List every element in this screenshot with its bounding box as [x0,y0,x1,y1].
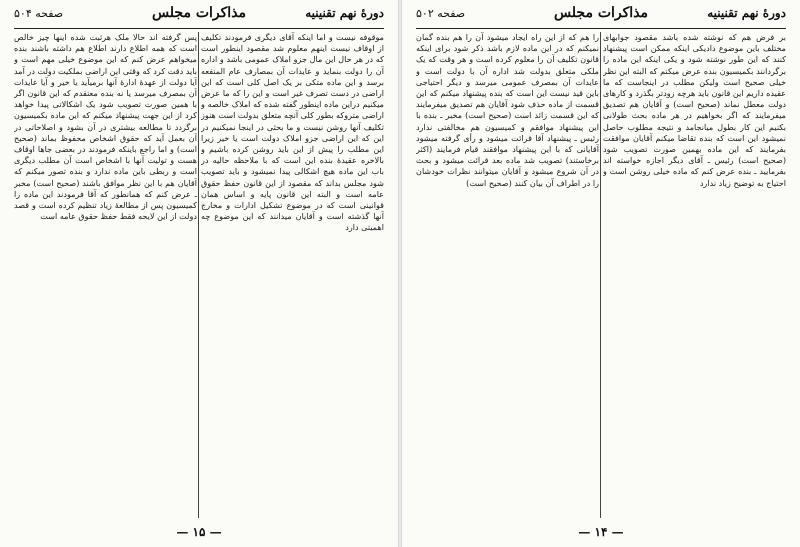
right-header-session: دورهٔ نهم تقنينيه [707,6,786,20]
right-header-rule [416,28,786,29]
left-header-session: دورهٔ نهم تقنينيه [305,6,384,20]
right-page-column-left: را هم که از این راه ایجاد میشود آن را هم بنده گمان نمیکنم که در این ماده لازم باشد ذکر شود برای اینکه قانون تکلیف آن را معلوم کرده است و هر وقت که یک ملکی متعلق بدولت شد اداره آن با دولت است و عایدات آن بمصرف عمومی میرسد و دیگر احتیاجی باین قید نیست این است که بنده پیشنهاد میکنم که این قسمت از ماده حذف شود آقایان هم تصدیق میفرمایند که این قسمت زائد است (صحیح است) مخبر ـ بنده با این پیشنهاد موافقم و کمیسیون هم مخالفتی ندارد رئیس ـ پیشنهاد آقا قرائت میشود و رأی گرفته میشود آقایانی که با این پیشنهاد موافقند قیام فرمایند (اکثر برخاستند) تصویب شد ماده بعد قرائت میشود و بحث در آن شروع میشود و آقایان میتوانند نظرات خودشان را در اطراف آن بیان کنند (صحیح است) [416,32,599,188]
right-header-page-ref: صفحه ۵۰۲ [416,7,466,20]
left-page-header [14,5,384,27]
left-header-title: مذاکرات مجلس [151,5,247,21]
left-page [0,0,398,547]
left-header-page-ref: صفحه ۵۰۴ [14,7,64,20]
right-page-column-right: بر فرض هم که نوشته شده باشد مقصود جوابهای مختلف باین موضوع دادیکی اینکه ممکن است پیشنهاد کنند که این طور نوشته شود و یکی اینکه این ماده را برگردانند بکمیسیون بنده عرض میکنم که البته این نظر خیلی صحیح است ولیکن مطلب در اینجاست که ما عقیده داریم این قانون باید هرچه زودتر بگذرد و کارهای دولت معطل نماند (صحیح است) و آقایان هم تصدیق میفرمایند که اگر بخواهیم در هر ماده بحث طولانی بکنیم این کار بطول میانجامد و نتیجه مطلوب حاصل نمیشود این است که بنده تقاضا میکنم آقایان موافقت بفرمایند که این ماده بهمین صورت تصویب شود (صحیح است) رئیس ـ آقای دیگر اجازه خواسته اند بفرمایید ـ بنده عرض کنم که ماده خیلی روشن است و احتیاج به توضیح زیاد ندارد [603,32,786,188]
right-header-title: مذاکرات مجلس [553,5,649,21]
left-column-divider [198,32,199,518]
left-page-column-left: پس گرفته اند حالا ملک هرثبت شده اینها چیز خالص است که همه اطلاع دارند اطلاع هم داشته باشند بنده میخواهم عرض کنم که این موضوع خیلی مهم است و باید دقت کرد که وقتی این اراضی بملکیت دولت در آمد آیا دولت از عهدهٔ ادارهٔ آنها برمیآید یا خیر و آیا عایدات آن بمصرف میرسد یا نه بنده معتقدم که این قانون اگر با همین صورت تصویب شود یک اشکالاتی پیدا خواهد کرد از این جهت پیشنهاد میکنم که این ماده بکمیسیون برگردد تا مطالعه بیشتری در آن بشود و اصلاحاتی در آن بعمل آید که حقوق اشخاص محفوظ بماند (صحیح است) و اما راجع باینکه فرمودند در بعضی جاها اوقاف هست و تولیت آنها با اشخاص است آن مطلب دیگری است و ربطی باین ماده ندارد و بنده تصور میکنم که آقایان هم با این نظر موافق باشند (صحیح است) مخبر ـ عرض کنم که همانطور که آقا فرمودند این ماده را کمیسیون پس از مطالعهٔ زیاد تنظیم کرده است و قصد دولت از این لایحه فقط حفظ حقوق عامه است [14,32,197,222]
right-page-header [416,5,786,27]
right-page [402,0,800,547]
right-column-divider [600,32,601,518]
left-page-number: — ۱۵ — [176,525,222,539]
left-header-rule [14,28,384,29]
left-page-column-right: موقوفه نیست و اما اینکه آقای دیگری فرمودند تکلیف از اوقاف نیست اینهم معلوم شد مقصود اینطور است که در هر حال این مال جزو املاک عمومی باشد و اداره آن را دولت بنماید و عایدات آن بمصارف عام المنفعه برسد و این ماده متکی بر یک اصل کلی است که این اراضی در دست تصرف غیر است و این را که ما عرض میکنیم دراین ماده اینطور گفته شده که املاک خالصه و اراضی متروکه بطور کلی آنچه متعلق بدولت است هنوز تکلیف آنها روشن نیست و ما بحثی در اینجا نمیکنیم در این که این اراضی جزو املاک دولت است یا خیر زیرا این مطلب را پیش از این باید روشن کرده باشیم و بالاخره عقیدهٔ بنده این است که با ملاحظه حالیه در باب این ماده هیچ اشکالی پیدا نمیشود و باید تصویب شود مجلس بداند که مقصود از این قانون حفظ حقوق عامه است و البته این قانون پایه و اساس همان قوانینی است که در موضوع تشکیل ادارات و مخارج آنها گذشته است و آقایان میدانند که این موضوع چه اهمیتی دارد [201,32,384,233]
right-page-number: — ۱۴ — [578,525,624,539]
